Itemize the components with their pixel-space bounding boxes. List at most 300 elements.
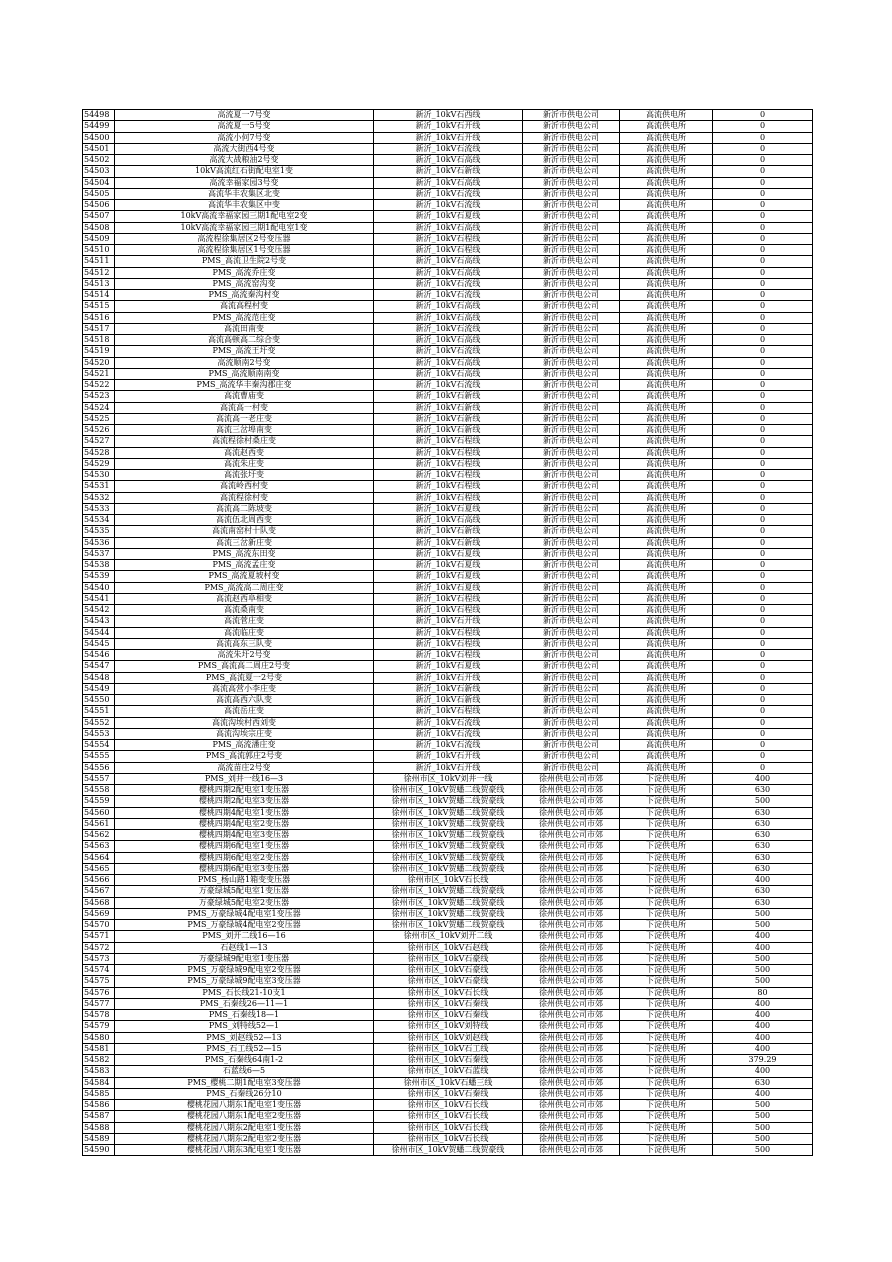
station-cell: 高流供电所 <box>620 245 713 256</box>
row-number-cell: 54557 <box>83 773 115 784</box>
table-row <box>83 751 813 762</box>
row-number-cell: 54554 <box>83 740 115 751</box>
company-cell: 徐州供电公司市郊 <box>523 1066 620 1077</box>
company-cell: 新沂市供电公司 <box>523 256 620 267</box>
company-cell: 新沂市供电公司 <box>523 413 620 424</box>
capacity-cell: 500 <box>713 908 813 919</box>
company-cell: 徐州供电公司市郊 <box>523 852 620 863</box>
table-row <box>83 1111 813 1122</box>
feeder-line-cell: 徐州市区_10kV石长线 <box>374 1111 523 1122</box>
capacity-cell: 630 <box>713 1077 813 1088</box>
transformer-name-cell: 高流曹庙变 <box>115 391 374 402</box>
feeder-line-cell: 新沂_10kV石新线 <box>374 391 523 402</box>
company-cell: 新沂市供电公司 <box>523 582 620 593</box>
company-cell: 徐州供电公司市郊 <box>523 998 620 1009</box>
feeder-line-cell: 新沂_10kV石程线 <box>374 650 523 661</box>
feeder-line-cell: 新沂_10kV石高线 <box>374 301 523 312</box>
capacity-cell: 0 <box>713 481 813 492</box>
row-number-cell: 54546 <box>83 650 115 661</box>
capacity-cell: 0 <box>713 256 813 267</box>
transformer-name-cell: 高流高西六队变 <box>115 695 374 706</box>
feeder-line-cell: 徐州市区_10kV刘井一线 <box>374 773 523 784</box>
feeder-line-cell: 新沂_10kV石开线 <box>374 616 523 627</box>
row-number-cell: 54511 <box>83 256 115 267</box>
station-cell: 高流供电所 <box>620 548 713 559</box>
table-row <box>83 357 813 368</box>
station-cell: 高流供电所 <box>620 582 713 593</box>
transformer-name-cell: 樱桃花园八期东2配电室1变压器 <box>115 1122 374 1133</box>
capacity-cell: 630 <box>713 818 813 829</box>
feeder-line-cell: 新沂_10kV石新线 <box>374 166 523 177</box>
row-number-cell: 54558 <box>83 785 115 796</box>
row-number-cell: 54499 <box>83 121 115 132</box>
capacity-cell: 0 <box>713 762 813 773</box>
row-number-cell: 54539 <box>83 571 115 582</box>
company-cell: 新沂市供电公司 <box>523 323 620 334</box>
table-row <box>83 470 813 481</box>
row-number-cell: 54562 <box>83 830 115 841</box>
capacity-cell: 400 <box>713 998 813 1009</box>
feeder-line-cell: 新沂_10kV石夏线 <box>374 503 523 514</box>
table-row <box>83 301 813 312</box>
capacity-cell: 0 <box>713 728 813 739</box>
transformer-name-cell: 高流程徐村变 <box>115 492 374 503</box>
transformer-name-cell: PMS_高流秦沟村变 <box>115 290 374 301</box>
row-number-cell: 54555 <box>83 751 115 762</box>
station-cell: 下淀供电所 <box>620 1032 713 1043</box>
transformer-name-cell: 高流高二陈坡变 <box>115 503 374 514</box>
row-number-cell: 54573 <box>83 953 115 964</box>
transformer-name-cell: 高流高顿高二综合变 <box>115 335 374 346</box>
company-cell: 新沂市供电公司 <box>523 301 620 312</box>
transformer-name-cell: 樱桃花园八期东1配电室1变压器 <box>115 1100 374 1111</box>
capacity-cell: 400 <box>713 773 813 784</box>
company-cell: 新沂市供电公司 <box>523 695 620 706</box>
feeder-line-cell: 新沂_10kV石高线 <box>374 155 523 166</box>
feeder-line-cell: 新沂_10kV石程线 <box>374 627 523 638</box>
transformer-name-cell: 高流沟埃宗庄变 <box>115 728 374 739</box>
company-cell: 新沂市供电公司 <box>523 143 620 154</box>
row-number-cell: 54512 <box>83 267 115 278</box>
company-cell: 徐州供电公司市郊 <box>523 1111 620 1122</box>
feeder-line-cell: 新沂_10kV石夏线 <box>374 582 523 593</box>
feeder-line-cell: 徐州市区_10kV刘赵线 <box>374 1032 523 1043</box>
transformer-name-cell: 高流高一老庄变 <box>115 413 374 424</box>
row-number-cell: 54553 <box>83 728 115 739</box>
station-cell: 下淀供电所 <box>620 841 713 852</box>
station-cell: 高流供电所 <box>620 267 713 278</box>
station-cell: 高流供电所 <box>620 413 713 424</box>
company-cell: 新沂市供电公司 <box>523 312 620 323</box>
transformer-name-cell: 10kV高流红石街配电室1变 <box>115 166 374 177</box>
station-cell: 下淀供电所 <box>620 796 713 807</box>
table-row <box>83 1088 813 1099</box>
capacity-cell: 0 <box>713 650 813 661</box>
row-number-cell: 54544 <box>83 627 115 638</box>
feeder-line-cell: 新沂_10kV石夏线 <box>374 560 523 571</box>
station-cell: 高流供电所 <box>620 492 713 503</box>
transformer-name-cell: PMS_高流卫生院2号变 <box>115 256 374 267</box>
station-cell: 高流供电所 <box>620 211 713 222</box>
station-cell: 高流供电所 <box>620 638 713 649</box>
feeder-line-cell: 新沂_10kV石开线 <box>374 132 523 143</box>
table-row <box>83 346 813 357</box>
company-cell: 徐州供电公司市郊 <box>523 875 620 886</box>
table-row <box>83 1021 813 1032</box>
row-number-cell: 54522 <box>83 380 115 391</box>
company-cell: 新沂市供电公司 <box>523 661 620 672</box>
company-cell: 新沂市供电公司 <box>523 717 620 728</box>
station-cell: 高流供电所 <box>620 650 713 661</box>
table-row <box>83 560 813 571</box>
table-row <box>83 110 813 121</box>
station-cell: 下淀供电所 <box>620 965 713 976</box>
station-cell: 高流供电所 <box>620 200 713 211</box>
feeder-line-cell: 徐州市区_10kV石蟠三线 <box>374 1077 523 1088</box>
table-row <box>83 818 813 829</box>
capacity-cell: 0 <box>713 391 813 402</box>
feeder-line-cell: 徐州市区_10kV贺蟠二线贺豪线 <box>374 796 523 807</box>
station-cell: 高流供电所 <box>620 436 713 447</box>
feeder-line-cell: 徐州市区_10kV石秦线 <box>374 1055 523 1066</box>
capacity-cell: 0 <box>713 110 813 121</box>
row-number-cell: 54583 <box>83 1066 115 1077</box>
transformer-name-cell: 万豪绿城5配电室1变压器 <box>115 886 374 897</box>
transformer-name-cell: 高流临庄变 <box>115 627 374 638</box>
capacity-cell: 500 <box>713 1145 813 1156</box>
station-cell: 高流供电所 <box>620 357 713 368</box>
feeder-line-cell: 新沂_10kV石程线 <box>374 481 523 492</box>
table-row <box>83 796 813 807</box>
feeder-line-cell: 徐州市区_10kV贺蟠二线贺豪线 <box>374 807 523 818</box>
transformer-name-cell: 高流程徐村桑庄变 <box>115 436 374 447</box>
row-number-cell: 54578 <box>83 1010 115 1021</box>
station-cell: 下淀供电所 <box>620 863 713 874</box>
company-cell: 徐州供电公司市郊 <box>523 841 620 852</box>
row-number-cell: 54564 <box>83 852 115 863</box>
table-row <box>83 785 813 796</box>
company-cell: 徐州供电公司市郊 <box>523 1055 620 1066</box>
transformer-name-cell: 高流朱圩2号变 <box>115 650 374 661</box>
row-number-cell: 54525 <box>83 413 115 424</box>
table-row <box>83 1010 813 1021</box>
row-number-cell: 54566 <box>83 875 115 886</box>
transformer-name-cell: 高流苗庄2号变 <box>115 762 374 773</box>
transformer-name-cell: PMS_刘特线52—1 <box>115 1021 374 1032</box>
table-row <box>83 481 813 492</box>
transformer-name-cell: PMS_高流夏坡村变 <box>115 571 374 582</box>
capacity-cell: 500 <box>713 920 813 931</box>
feeder-line-cell: 新沂_10kV石程线 <box>374 233 523 244</box>
capacity-cell: 0 <box>713 155 813 166</box>
company-cell: 新沂市供电公司 <box>523 762 620 773</box>
table-row <box>83 1043 813 1054</box>
capacity-cell: 500 <box>713 1111 813 1122</box>
company-cell: 徐州供电公司市郊 <box>523 1122 620 1133</box>
capacity-cell: 0 <box>713 740 813 751</box>
row-number-cell: 54541 <box>83 593 115 604</box>
table-row <box>83 920 813 931</box>
table-row <box>83 166 813 177</box>
feeder-line-cell: 新沂_10kV石流线 <box>374 200 523 211</box>
capacity-cell: 500 <box>713 976 813 987</box>
feeder-line-cell: 新沂_10kV石流线 <box>374 380 523 391</box>
row-number-cell: 54550 <box>83 695 115 706</box>
row-number-cell: 54542 <box>83 605 115 616</box>
station-cell: 下淀供电所 <box>620 897 713 908</box>
row-number-cell: 54510 <box>83 245 115 256</box>
table-row <box>83 852 813 863</box>
table-row <box>83 773 813 784</box>
capacity-cell: 0 <box>713 560 813 571</box>
feeder-line-cell: 徐州市区_10kV贺蟠二线贺豪线 <box>374 1145 523 1156</box>
transformer-name-cell: PMS_高流王圩变 <box>115 346 374 357</box>
station-cell: 高流供电所 <box>620 515 713 526</box>
feeder-line-cell: 新沂_10kV石高线 <box>374 222 523 233</box>
row-number-cell: 54543 <box>83 616 115 627</box>
table-row <box>83 1122 813 1133</box>
row-number-cell: 54568 <box>83 897 115 908</box>
company-cell: 徐州供电公司市郊 <box>523 1021 620 1032</box>
table-row <box>83 582 813 593</box>
row-number-cell: 54498 <box>83 110 115 121</box>
station-cell: 下淀供电所 <box>620 1021 713 1032</box>
capacity-cell: 0 <box>713 548 813 559</box>
capacity-cell: 500 <box>713 1122 813 1133</box>
station-cell: 下淀供电所 <box>620 886 713 897</box>
row-number-cell: 54523 <box>83 391 115 402</box>
feeder-line-cell: 新沂_10kV石开线 <box>374 121 523 132</box>
row-number-cell: 54508 <box>83 222 115 233</box>
row-number-cell: 54519 <box>83 346 115 357</box>
station-cell: 高流供电所 <box>620 222 713 233</box>
row-number-cell: 54572 <box>83 942 115 953</box>
station-cell: 下淀供电所 <box>620 1145 713 1156</box>
feeder-line-cell: 新沂_10kV石程线 <box>374 593 523 604</box>
transformer-name-cell: PMS_高流范庄变 <box>115 312 374 323</box>
table-row <box>83 1145 813 1156</box>
station-cell: 高流供电所 <box>620 661 713 672</box>
company-cell: 徐州供电公司市郊 <box>523 987 620 998</box>
station-cell: 高流供电所 <box>620 616 713 627</box>
capacity-cell: 0 <box>713 335 813 346</box>
feeder-line-cell: 新沂_10kV石程线 <box>374 706 523 717</box>
table-row <box>83 683 813 694</box>
transformer-name-cell: PMS_高流夏一2号变 <box>115 672 374 683</box>
transformer-name-cell: 高流岭西村变 <box>115 481 374 492</box>
company-cell: 徐州供电公司市郊 <box>523 830 620 841</box>
station-cell: 高流供电所 <box>620 188 713 199</box>
feeder-line-cell: 新沂_10kV石流线 <box>374 717 523 728</box>
table-row <box>83 965 813 976</box>
capacity-cell: 0 <box>713 368 813 379</box>
feeder-line-cell: 新沂_10kV石高线 <box>374 312 523 323</box>
feeder-line-cell: 新沂_10kV石新线 <box>374 413 523 424</box>
feeder-line-cell: 新沂_10kV石夏线 <box>374 661 523 672</box>
transformer-name-cell: PMS_刘井一线16—3 <box>115 773 374 784</box>
transformer-name-cell: 高流程徐集居区1号变压器 <box>115 245 374 256</box>
company-cell: 徐州供电公司市郊 <box>523 1133 620 1144</box>
capacity-cell: 0 <box>713 638 813 649</box>
station-cell: 下淀供电所 <box>620 953 713 964</box>
row-number-cell: 54567 <box>83 886 115 897</box>
capacity-cell: 0 <box>713 312 813 323</box>
company-cell: 徐州供电公司市郊 <box>523 931 620 942</box>
feeder-line-cell: 徐州市区_10kV贺蟠二线贺豪线 <box>374 830 523 841</box>
company-cell: 新沂市供电公司 <box>523 503 620 514</box>
table-row <box>83 335 813 346</box>
feeder-line-cell: 新沂_10kV石程线 <box>374 458 523 469</box>
table-row <box>83 998 813 1009</box>
capacity-cell: 630 <box>713 852 813 863</box>
station-cell: 高流供电所 <box>620 728 713 739</box>
company-cell: 新沂市供电公司 <box>523 638 620 649</box>
table-row <box>83 323 813 334</box>
transformer-name-cell: PMS_石秦线26—11—1 <box>115 998 374 1009</box>
company-cell: 徐州供电公司市郊 <box>523 863 620 874</box>
feeder-line-cell: 徐州市区_10kV石长线 <box>374 1133 523 1144</box>
row-number-cell: 54527 <box>83 436 115 447</box>
row-number-cell: 54549 <box>83 683 115 694</box>
station-cell: 高流供电所 <box>620 751 713 762</box>
transformer-name-cell: 樱桃花园八期东3配电室1变压器 <box>115 1145 374 1156</box>
capacity-cell: 379.29 <box>713 1055 813 1066</box>
company-cell: 徐州供电公司市郊 <box>523 886 620 897</box>
feeder-line-cell: 新沂_10kV石新线 <box>374 537 523 548</box>
transformer-name-cell: 樱桃四期2配电室3变压器 <box>115 796 374 807</box>
row-number-cell: 54504 <box>83 177 115 188</box>
feeder-line-cell: 徐州市区_10kV石豪线 <box>374 976 523 987</box>
station-cell: 高流供电所 <box>620 706 713 717</box>
table-row <box>83 245 813 256</box>
table-row <box>83 1077 813 1088</box>
transformer-name-cell: PMS_高流高二周庄变 <box>115 582 374 593</box>
feeder-line-cell: 新沂_10kV石程线 <box>374 436 523 447</box>
transformer-name-cell: 高流华丰农集区中变 <box>115 200 374 211</box>
row-number-cell: 54585 <box>83 1088 115 1099</box>
company-cell: 新沂市供电公司 <box>523 177 620 188</box>
table-row <box>83 391 813 402</box>
company-cell: 新沂市供电公司 <box>523 132 620 143</box>
company-cell: 徐州供电公司市郊 <box>523 1145 620 1156</box>
capacity-cell: 400 <box>713 1066 813 1077</box>
table-row <box>83 290 813 301</box>
transformer-name-cell: 高流高一村变 <box>115 402 374 413</box>
row-number-cell: 54531 <box>83 481 115 492</box>
transformer-name-cell: 高流幸福家园3号变 <box>115 177 374 188</box>
station-cell: 高流供电所 <box>620 391 713 402</box>
feeder-line-cell: 新沂_10kV石程线 <box>374 638 523 649</box>
company-cell: 徐州供电公司市郊 <box>523 1100 620 1111</box>
row-number-cell: 54581 <box>83 1043 115 1054</box>
company-cell: 新沂市供电公司 <box>523 447 620 458</box>
feeder-line-cell: 新沂_10kV石流线 <box>374 728 523 739</box>
company-cell: 新沂市供电公司 <box>523 357 620 368</box>
table-row <box>83 143 813 154</box>
station-cell: 高流供电所 <box>620 143 713 154</box>
capacity-cell: 0 <box>713 751 813 762</box>
transformer-name-cell: PMS_高流乔庄变 <box>115 267 374 278</box>
row-number-cell: 54580 <box>83 1032 115 1043</box>
company-cell: 徐州供电公司市郊 <box>523 796 620 807</box>
feeder-line-cell: 新沂_10kV石高线 <box>374 368 523 379</box>
table-row <box>83 728 813 739</box>
transformer-name-cell: PMS_高流孟庄变 <box>115 560 374 571</box>
feeder-line-cell: 新沂_10kV石夏线 <box>374 571 523 582</box>
feeder-line-cell: 徐州市区_10kV贺蟠二线贺豪线 <box>374 920 523 931</box>
transformer-name-cell: 樱桃四期4配电室2变压器 <box>115 818 374 829</box>
row-number-cell: 54518 <box>83 335 115 346</box>
station-cell: 高流供电所 <box>620 672 713 683</box>
feeder-line-cell: 新沂_10kV石新线 <box>374 425 523 436</box>
row-number-cell: 54506 <box>83 200 115 211</box>
table-row <box>83 616 813 627</box>
row-number-cell: 54507 <box>83 211 115 222</box>
transformer-name-cell: PMS_杨山路1箱变变压器 <box>115 875 374 886</box>
row-number-cell: 54577 <box>83 998 115 1009</box>
transformer-name-cell: 樱桃四期4配电室3变压器 <box>115 830 374 841</box>
row-number-cell: 54505 <box>83 188 115 199</box>
capacity-cell: 0 <box>713 526 813 537</box>
transformer-name-cell: PMS_刘赵线52—13 <box>115 1032 374 1043</box>
table-row <box>83 312 813 323</box>
transformer-name-cell: 万豪绿城9配电室1变压器 <box>115 953 374 964</box>
table-row <box>83 717 813 728</box>
company-cell: 徐州供电公司市郊 <box>523 773 620 784</box>
row-number-cell: 54509 <box>83 233 115 244</box>
feeder-line-cell: 徐州市区_10kV石长线 <box>374 875 523 886</box>
station-cell: 下淀供电所 <box>620 875 713 886</box>
table-row <box>83 503 813 514</box>
transformer-name-cell: 高流赵西阜相变 <box>115 593 374 604</box>
transformer-name-cell: 10kV高流幸福家园三期1配电室2变 <box>115 211 374 222</box>
table-row <box>83 886 813 897</box>
feeder-line-cell: 徐州市区_10kV贺蟠二线贺豪线 <box>374 818 523 829</box>
transformer-name-cell: PMS_万豪绿城9配电室2变压器 <box>115 965 374 976</box>
table-row <box>83 571 813 582</box>
station-cell: 下淀供电所 <box>620 1043 713 1054</box>
capacity-cell: 0 <box>713 402 813 413</box>
row-number-cell: 54536 <box>83 537 115 548</box>
row-number-cell: 54551 <box>83 706 115 717</box>
row-number-cell: 54590 <box>83 1145 115 1156</box>
row-number-cell: 54561 <box>83 818 115 829</box>
capacity-cell: 0 <box>713 380 813 391</box>
row-number-cell: 54530 <box>83 470 115 481</box>
capacity-cell: 0 <box>713 245 813 256</box>
capacity-cell: 400 <box>713 931 813 942</box>
transformer-name-cell: PMS_高流高二周庄2号变 <box>115 661 374 672</box>
row-number-cell: 54547 <box>83 661 115 672</box>
row-number-cell: 54584 <box>83 1077 115 1088</box>
capacity-cell: 400 <box>713 942 813 953</box>
transformer-name-cell: 高流朱庄变 <box>115 458 374 469</box>
feeder-line-cell: 新沂_10kV石高线 <box>374 256 523 267</box>
station-cell: 下淀供电所 <box>620 920 713 931</box>
transformer-name-cell: 10kV高流幸福家园三期1配电室1变 <box>115 222 374 233</box>
row-number-cell: 54545 <box>83 638 115 649</box>
capacity-cell: 0 <box>713 717 813 728</box>
capacity-cell: 400 <box>713 1010 813 1021</box>
row-number-cell: 54574 <box>83 965 115 976</box>
transformer-name-cell: 高流华丰农集区北变 <box>115 188 374 199</box>
feeder-line-cell: 徐州市区_10kV石豪线 <box>374 965 523 976</box>
capacity-cell: 500 <box>713 1133 813 1144</box>
capacity-cell: 0 <box>713 278 813 289</box>
feeder-line-cell: 徐州市区_10kV贺蟠二线贺豪线 <box>374 841 523 852</box>
company-cell: 徐州供电公司市郊 <box>523 818 620 829</box>
feeder-line-cell: 徐州市区_10kV贺蟠二线贺豪线 <box>374 908 523 919</box>
